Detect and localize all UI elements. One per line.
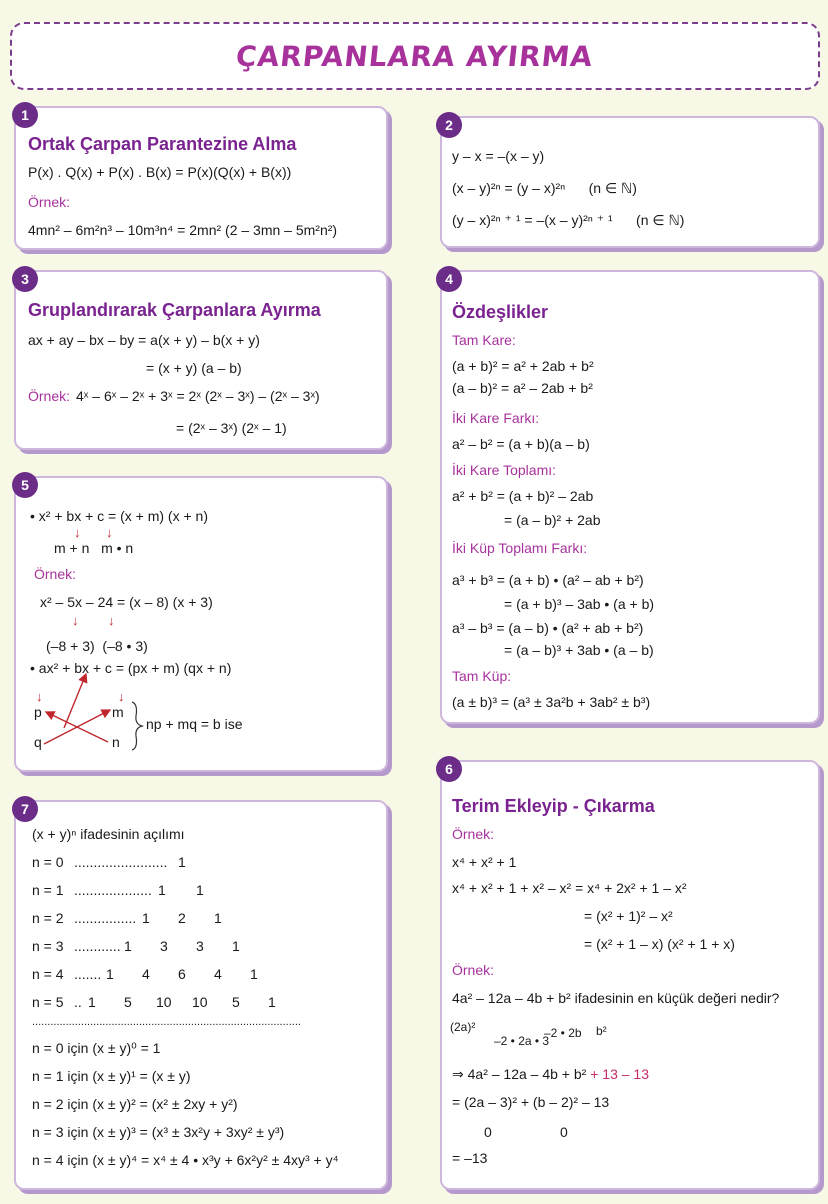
factor-m: m [112, 704, 124, 720]
pascal-coef: 5 [124, 994, 132, 1010]
expansion-4: n = 4 için (x ± y)⁴ = x⁴ ± 4 • x³y + 6x²y² ± 4xy³ + y⁴ [32, 1152, 339, 1168]
question-6 [452, 990, 779, 1006]
expansion-1: n = 1 için (x ± y)¹ = (x ± y) [32, 1068, 191, 1084]
line-6-1: x⁴ + x² + 1 [452, 854, 517, 870]
question-underlined: en küçük [637, 990, 694, 1006]
pascal-coef: 1 [88, 994, 96, 1010]
example-5-sub: (–8 + 3) (–8 • 3) [46, 638, 148, 654]
tam-kup-label: Tam Küp: [452, 668, 512, 684]
arrow-down-icon: ↓ [108, 613, 115, 628]
example-label-1: Örnek: [28, 194, 71, 210]
example-label-3: Örnek: [28, 388, 71, 404]
arrow-down-icon: ↓ [74, 525, 81, 540]
iki-kare-toplami-label: İki Kare Toplamı: [452, 462, 557, 478]
iki-kare-toplami-1: a² + b² = (a + b)² – 2ab [452, 488, 594, 504]
result-3: = (2ˣ – 3ˣ) (2ˣ – 1) [176, 420, 287, 436]
badge-5: 5 [12, 472, 38, 498]
step-6-1 [452, 1066, 649, 1083]
tam-kare-label: Tam Kare: [452, 332, 516, 348]
kup-2: = (a + b)³ – 3ab • (a + b) [504, 596, 655, 612]
badge-2: 2 [436, 112, 462, 138]
example-3: 4ˣ – 6ˣ – 2ˣ + 3ˣ = 2ˣ (2ˣ – 3ˣ) – (2ˣ – 3ˣ) [76, 388, 320, 404]
question-mid: ifadesinin [570, 990, 638, 1006]
arrow-down-icon: ↓ [118, 689, 125, 704]
pascal-coef: 4 [214, 966, 222, 982]
heading-4: Özdeşlikler [452, 302, 549, 322]
expansion-3: n = 3 için (x ± y)³ = (x³ ± 3x²y + 3xy² ± y³) [32, 1124, 285, 1140]
factor-p: p [34, 704, 42, 720]
annotation-4: b² [596, 1024, 607, 1038]
line-5-1-sub: m + n m • n [54, 540, 134, 556]
separator-7: ........................................................................................ [32, 1016, 301, 1028]
step-6-1-main: ⇒ 4a² – 12a – 4b + b² [452, 1066, 591, 1082]
line-5-1: • x² + bx + c = (x + m) (x + n) [30, 508, 209, 524]
pascal-row-label: n = 1 [32, 882, 64, 898]
badge-3: 3 [12, 266, 38, 292]
pascal-coef: 1 [178, 854, 186, 870]
identity-2-2: (x – y)²ⁿ = (y – x)²ⁿ (n ∈ ℕ) [452, 180, 637, 196]
arrow-down-icon: ↓ [36, 689, 43, 704]
zero-1: 0 [484, 1124, 492, 1140]
iki-kare-toplami-2: = (a – b)² + 2ab [504, 512, 601, 528]
zero-2: 0 [560, 1124, 568, 1140]
pascal-row-label: n = 4 [32, 966, 64, 982]
pascal-coef: 1 [196, 882, 204, 898]
condition-5: np + mq = b ise [146, 716, 243, 732]
heading-7: (x + y)ⁿ ifadesinin açılımı [32, 826, 185, 842]
arrow-down-icon: ↓ [72, 613, 79, 628]
identity-2-3: (y – x)²ⁿ ⁺ ¹ = –(x – y)²ⁿ ⁺ ¹ (n ∈ ℕ) [452, 212, 685, 228]
annotation-2: –2 • 2a • 3 [494, 1034, 550, 1048]
annotation-3: –2 • 2b [544, 1026, 582, 1040]
tam-kup: (a ± b)³ = (a³ ± 3a²b + 3ab² ± b³) [452, 694, 651, 710]
tam-kare-1: (a + b)² = a² + 2ab + b² [452, 358, 594, 374]
heading-3: Gruplandırarak Çarpanlara Ayırma [28, 300, 321, 320]
line-3-2: = (x + y) (a – b) [146, 360, 242, 376]
badge-4: 4 [436, 266, 462, 292]
pascal-row-label: n = 5 [32, 994, 64, 1010]
question-end: değeri nedir? [693, 990, 780, 1006]
answer-6: = –13 [452, 1150, 488, 1166]
pascal-row-label: n = 3 [32, 938, 64, 954]
pascal-coef: 3 [160, 938, 168, 954]
cross-arrow-line [64, 674, 86, 728]
step-6-1-added: + 13 – 13 [590, 1066, 649, 1082]
formula-1: P(x) . Q(x) + P(x) . B(x) = P(x)(Q(x) + B(x)) [28, 164, 292, 180]
kup-3: a³ – b³ = (a – b) • (a² + ab + b²) [452, 620, 644, 636]
example-5: x² – 5x – 24 = (x – 8) (x + 3) [40, 594, 213, 610]
pascal-coef: 10 [192, 994, 208, 1010]
badge-7: 7 [12, 796, 38, 822]
line-3-1: ax + ay – bx – by = a(x + y) – b(x + y) [28, 332, 260, 348]
pascal-coef: 1 [142, 910, 150, 926]
question-expr: 4a² – 12a – 4b + b² [452, 990, 571, 1006]
expansion-0: n = 0 için (x ± y)⁰ = 1 [32, 1040, 161, 1056]
pascal-coef: 5 [232, 994, 240, 1010]
pascal-coef: 1 [232, 938, 240, 954]
pascal-coef: 1 [250, 966, 258, 982]
line-6-2: x⁴ + x² + 1 + x² – x² = x⁴ + 2x² + 1 – x² [452, 880, 687, 896]
pascal-coef: 1 [268, 994, 276, 1010]
pascal-coef: 1 [214, 910, 222, 926]
line-6-3: = (x² + 1)² – x² [584, 908, 673, 924]
pascal-coef: 1 [106, 966, 114, 982]
pascal-coef: 1 [124, 938, 132, 954]
pascal-row-dots: ................ [74, 910, 137, 926]
line-6-4: = (x² + 1 – x) (x² + 1 + x) [584, 936, 735, 952]
example-label-6: Örnek: [452, 826, 495, 842]
pascal-coef: 2 [178, 910, 186, 926]
iki-kare-farki-label: İki Kare Farkı: [452, 410, 540, 426]
pascal-row-label: n = 2 [32, 910, 64, 926]
badge-1: 1 [12, 102, 38, 128]
arrow-down-icon: ↓ [106, 525, 113, 540]
factor-n: n [112, 734, 120, 750]
pascal-row-dots: ............ [74, 938, 121, 954]
pascal-row-label: n = 0 [32, 854, 64, 870]
page-title: ÇARPANLARA AYIRMA [234, 39, 596, 73]
pascal-row-dots: .. [74, 994, 82, 1010]
kup-4: = (a – b)³ + 3ab • (a – b) [504, 642, 654, 658]
badge-6: 6 [436, 756, 462, 782]
brace [132, 702, 142, 750]
pascal-row-dots: ....... [74, 966, 102, 982]
example2-label-6: Örnek: [452, 962, 495, 978]
pascal-coef: 6 [178, 966, 186, 982]
pascal-row-dots: ........................ [74, 854, 168, 870]
pascal-coef: 3 [196, 938, 204, 954]
example-label-5: Örnek: [34, 566, 77, 582]
pascal-coef: 1 [158, 882, 166, 898]
heading-1: Ortak Çarpan Parantezine Alma [28, 134, 297, 154]
heading-6: Terim Ekleyip - Çıkarma [452, 796, 655, 816]
example-1: 4mn² – 6m²n³ – 10m³n⁴ = 2mn² (2 – 3mn – 5m²n²) [28, 222, 338, 238]
line-5-2: • ax² + bx + c = (px + m) (qx + n) [30, 660, 232, 676]
identity-2-1: y – x = –(x – y) [452, 148, 545, 164]
tam-kare-2: (a – b)² = a² – 2ab + b² [452, 380, 593, 396]
factor-q: q [34, 734, 42, 750]
annotation-1: (2a)² [450, 1020, 476, 1034]
pascal-coef: 10 [156, 994, 172, 1010]
pascal-coef: 4 [142, 966, 150, 982]
expansion-2: n = 2 için (x ± y)² = (x² ± 2xy + y²) [32, 1096, 238, 1112]
step-6-2: = (2a – 3)² + (b – 2)² – 13 [452, 1094, 610, 1110]
kup-label: İki Küp Toplamı Farkı: [452, 540, 588, 556]
iki-kare-farki: a² – b² = (a + b)(a – b) [452, 436, 590, 452]
pascal-row-dots: .................... [74, 882, 152, 898]
panel-6 [440, 760, 820, 1190]
kup-1: a³ + b³ = (a + b) • (a² – ab + b²) [452, 572, 644, 588]
